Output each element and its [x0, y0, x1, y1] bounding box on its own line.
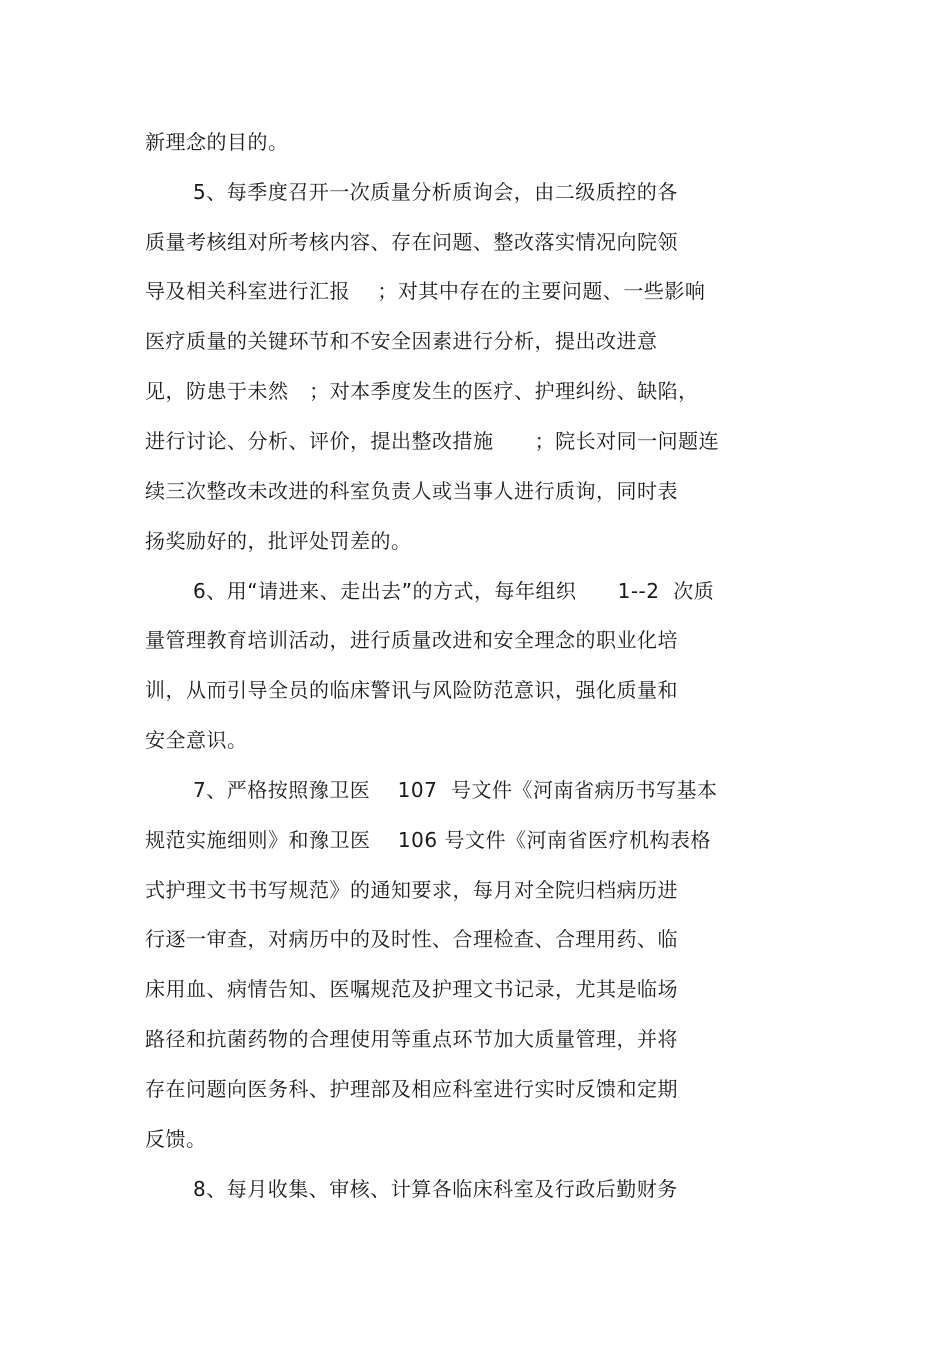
text-line: 质量考核组对所考核内容、存在问题、整改落实情况向院领 — [145, 230, 678, 254]
text-line: 行逐一审查，对病历中的及时性、合理检查、合理用药、临 — [145, 927, 678, 951]
text-line: 量管理教育培训活动，进行质量改进和安全理念的职业化培 — [145, 628, 678, 652]
text-line: 6、用“请进来、走出去”的方式，每年组织 1--2 次质 — [193, 579, 715, 603]
text-line: 存在问题向医务科、护理部及相应科室进行实时反馈和定期 — [145, 1077, 678, 1101]
text-line: 路径和抗菌药物的合理使用等重点环节加大质量管理，并将 — [145, 1027, 678, 1051]
text-line: 见，防患于未然 ；对本季度发生的医疗、护理纠纷、缺陷， — [145, 379, 699, 403]
text-line: 医疗质量的关键环节和不安全因素进行分析，提出改进意 — [145, 329, 658, 353]
text-line: 8、每月收集、审核、计算各临床科室及行政后勤财务 — [193, 1177, 678, 1201]
text-line: 训，从而引导全员的临床警讯与风险防范意识，强化质量和 — [145, 678, 678, 702]
text-line: 新理念的目的。 — [145, 130, 289, 154]
text-line: 安全意识。 — [145, 728, 248, 752]
text-line: 反馈。 — [145, 1127, 207, 1151]
text-line: 7、严格按照豫卫医 107 号文件《河南省病历书写基本 — [193, 778, 718, 802]
text-line: 5、每季度召开一次质量分析质询会，由二级质控的各 — [193, 180, 678, 204]
text-line: 进行讨论、分析、评价，提出整改措施 ；院长对同一问题连 — [145, 429, 720, 453]
text-line: 续三次整改未改进的科室负责人或当事人进行质询，同时表 — [145, 479, 678, 503]
text-line: 导及相关科室进行汇报 ；对其中存在的主要问题、一些影响 — [145, 279, 706, 303]
text-line: 规范实施细则》和豫卫医 106 号文件《河南省医疗机构表格 — [145, 828, 711, 852]
text-line: 式护理文书书写规范》的通知要求，每月对全院归档病历进 — [145, 878, 678, 902]
text-line: 扬奖励好的，批评处罚差的。 — [145, 529, 412, 553]
text-line: 床用血、病情告知、医嘱规范及护理文书记录，尤其是临场 — [145, 977, 678, 1001]
